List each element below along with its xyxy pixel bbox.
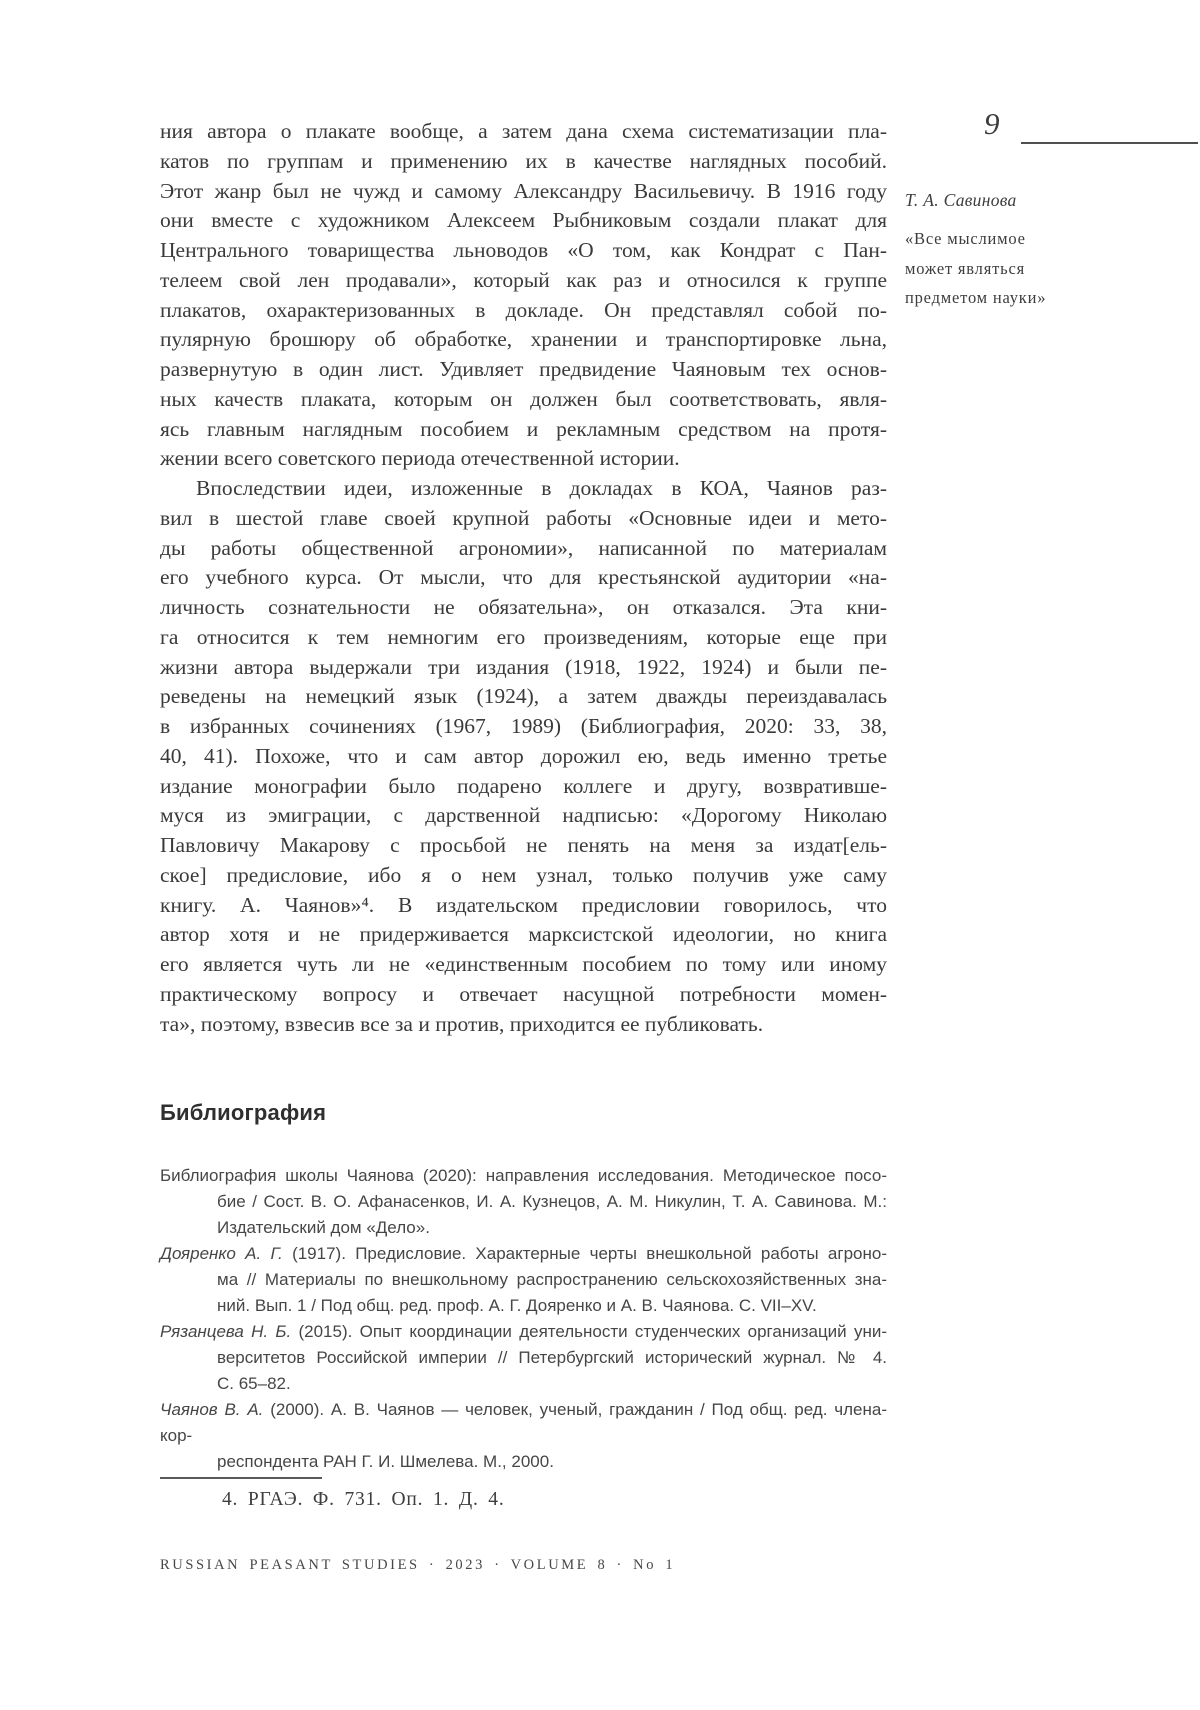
bibliography-heading: Библиография: [160, 1100, 327, 1125]
text-line: та», поэтому, взвесив все за и против, приходится ее публиковать.: [160, 1011, 764, 1036]
bibliography-line: ма // Материалы по внешкольному распространению сельскохозяйственных зна-: [217, 1270, 887, 1289]
bibliography-line: верситетов Российской империи // Петербургский исторический журнал. № 4.: [217, 1348, 887, 1367]
bibliography-line: респондента РАН Г. И. Шмелева. М., 2000.: [217, 1452, 554, 1471]
text-line: его является чуть ли не «единственным пособием по тому или иному: [160, 952, 887, 976]
bibliography-author: Чаянов В. А.: [160, 1400, 264, 1419]
bibliography-author: Рязанцева Н. Б.: [160, 1322, 292, 1341]
bibliography-line: ний. Вып. 1 / Под общ. ред. проф. А. Г. Дояренко и А. В. Чаянова. С. VII–XV.: [217, 1296, 817, 1315]
text-line: муся из эмиграции, с дарственной надписью: «Дорогому Николаю: [160, 803, 887, 828]
text-line: Впоследствии идеи, изложенные в докладах в КОА, Чаянов раз-: [196, 476, 887, 500]
text-line: катов по группам и применению их в качестве наглядных пособий.: [160, 148, 887, 173]
text-line: развернутую в один лист. Удивляет предвидение Чаяновым тех основ-: [160, 357, 887, 381]
text-line: личность сознательности не обязательна», он отказался. Эта кни-: [160, 595, 887, 619]
bibliography-line: Рязанцева Н. Б. (2015). Опыт координации деятельности студенческих организаций уни-: [160, 1322, 887, 1341]
text-line: пулярную брошюру об обработке, хранении и транспортировке льна,: [160, 327, 887, 352]
text-line: они вместе с художником Алексеем Рыбниковым создали плакат для: [160, 208, 887, 233]
header-rule: [1021, 142, 1198, 144]
text-line: телеем свой лен продавали», который как раз и относился к группе: [160, 267, 887, 292]
text-line: вил в шестой главе своей крупной работы «Основные идеи и мето-: [160, 505, 887, 530]
bibliography-line: Чаянов В. А. (2000). А. В. Чаянов — человек, ученый, гражданин / Под общ. ред. члена-кор-: [160, 1400, 887, 1445]
text-line: га относится к тем немногим его произведениям, которые еще при: [160, 624, 887, 649]
running-footer: RUSSIAN PEASANT STUDIES · 2023 · VOLUME 8 · No 1: [160, 1557, 676, 1573]
bibliography-line: Издательский дом «Дело».: [217, 1218, 430, 1237]
bibliography-list: [160, 1163, 887, 1475]
text-line: Павловичу Макарову с просьбой не пенять на меня за издат[ель-: [160, 833, 887, 857]
sidebar-title-line: «Все мыслимое: [905, 229, 1026, 248]
text-line: 40, 41). Похоже, что и сам автор дорожил ею, ведь именно третье: [160, 743, 887, 768]
bibliography-entry: [160, 1241, 887, 1319]
text-line: ское] предисловие, ибо я о нем узнал, только получив уже саму: [160, 862, 887, 887]
text-line: Этот жанр был не чужд и самому Александру Васильевичу. В 1916 году: [160, 178, 887, 203]
sidebar-article-title: [905, 224, 1105, 313]
bibliography-line: С. 65–82.: [217, 1374, 291, 1393]
sidebar-title-line: предметом науки»: [905, 288, 1047, 307]
paragraph: [160, 117, 887, 474]
bibliography-entry: [160, 1163, 887, 1241]
sidebar-author: Т. А. Савинова: [905, 190, 1017, 210]
text-line: ных качеств плаката, которым он должен был соответствовать, явля-: [160, 386, 887, 411]
text-line: реведены на немецкий язык (1924), а затем дважды переиздавалась: [160, 684, 887, 709]
text-line: издание монографии было подарено коллеге и другу, возвративше-: [160, 773, 887, 798]
bibliography-line: Библиография школы Чаянова (2020): направления исследования. Методическое посо-: [160, 1166, 887, 1185]
bibliography-line: бие / Сост. В. О. Афанасенков, И. А. Кузнецов, А. М. Никулин, Т. А. Савинова. М.:: [217, 1192, 887, 1211]
text-line: ясь главным наглядным пособием и рекламным средством на протя-: [160, 416, 887, 441]
footnote: 4. РГАЭ. Ф. 731. Оп. 1. Д. 4.: [222, 1489, 505, 1510]
footnote-rule: [160, 1477, 322, 1479]
text-line: жении всего советского периода отечественной истории.: [160, 446, 680, 471]
text-line: плакатов, охарактеризованных в докладе. Он представлял собой по-: [160, 297, 887, 322]
main-text: [160, 117, 887, 1039]
page-number: 9: [984, 106, 1000, 141]
text-line: ды работы общественной агрономии», написанной по материалам: [160, 535, 887, 560]
paragraph: [160, 474, 887, 1039]
bibliography-entry: [160, 1397, 887, 1475]
text-line: автор хотя и не придерживается марксистской идеологии, но книга: [160, 922, 887, 947]
sidebar: [905, 190, 1105, 313]
text-line: книгу. А. Чаянов»⁴. В издательском предисловии говорилось, что: [160, 892, 887, 917]
text-line: жизни автора выдержали три издания (1918, 1922, 1924) и были пе-: [160, 654, 887, 679]
text-line: его учебного курса. От мысли, что для крестьянской аудитории «на-: [160, 565, 887, 590]
text-line: в избранных сочинениях (1967, 1989) (Библиография, 2020: 33, 38,: [160, 714, 887, 738]
sidebar-title-line: может являться: [905, 258, 1025, 278]
text-line: практическому вопросу и отвечает насущной потребности момен-: [160, 981, 887, 1006]
bibliography-entry: [160, 1319, 887, 1397]
text-line: Центрального товарищества льноводов «О том, как Кондрат с Пан-: [160, 238, 887, 262]
bibliography-author: Дояренко А. Г.: [160, 1244, 283, 1263]
bibliography-line: Дояренко А. Г. (1917). Предисловие. Характерные черты внешкольной работы агроно-: [160, 1244, 887, 1263]
text-line: ния автора о плакате вообще, а затем дана схема систематизации пла-: [160, 119, 887, 143]
